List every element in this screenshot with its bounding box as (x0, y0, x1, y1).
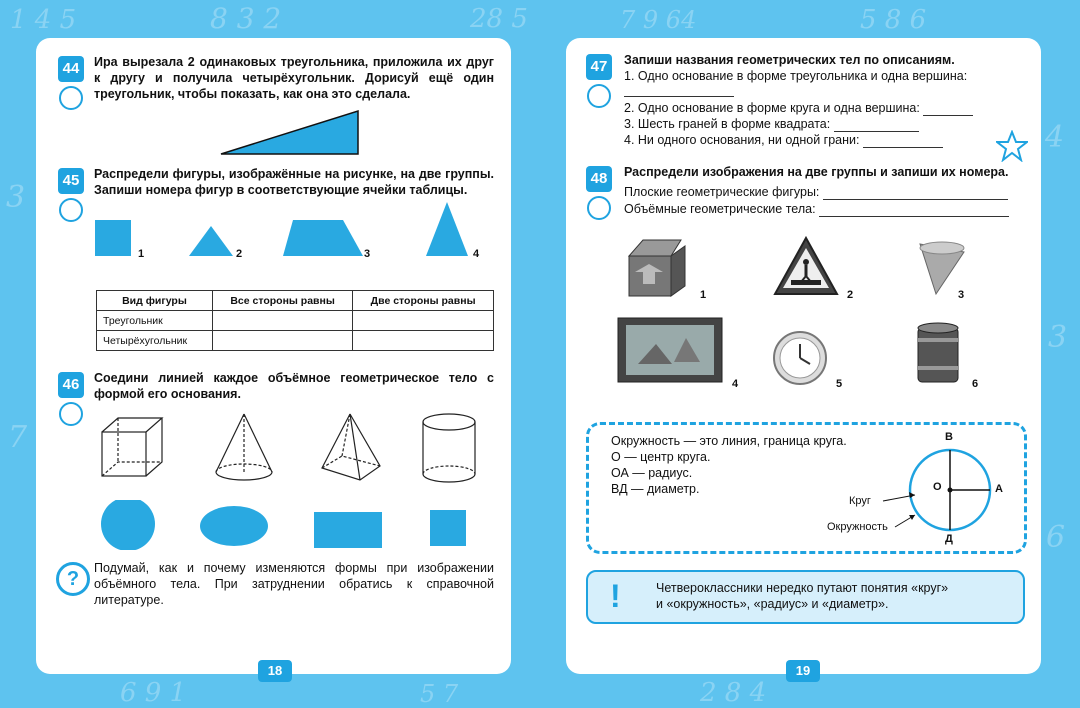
picture-keg (910, 320, 966, 388)
brain-icon (59, 198, 83, 222)
task-46-text: Соедини линией каждое объёмное геометрическое тело с формой его основания. (94, 371, 494, 401)
task-46-bases (94, 500, 494, 550)
task-47-item-4: 4. Ни одного основания, ни одной грани: (624, 132, 1024, 148)
picture-label-1: 1 (700, 289, 707, 301)
base-ellipse (200, 506, 268, 546)
task-46-solids (94, 410, 494, 490)
diagram-label-circle: Круг (849, 495, 871, 507)
note-line-1: Четвероклассники нередко путают понятия «круг» (656, 581, 949, 595)
answer-line[interactable] (863, 147, 943, 148)
pyramid-solid (322, 414, 380, 480)
star-icon (996, 130, 1028, 162)
answer-line[interactable] (823, 199, 1008, 200)
table-header: Вид фигуры (97, 291, 213, 311)
figure-triangle-small (189, 226, 233, 256)
picture-label-4: 4 (732, 378, 739, 390)
picture-label-2: 2 (847, 289, 854, 301)
picture-label-6: 6 (972, 378, 979, 390)
table-cell: Треугольник (97, 311, 213, 331)
definition-line-4: ВД — диаметр. (611, 482, 700, 496)
table-cell-input[interactable] (353, 311, 494, 331)
table-cell-input[interactable] (353, 331, 494, 351)
figure-label-3: 3 (364, 248, 371, 260)
brain-icon (587, 84, 611, 108)
table-header: Все стороны равны (212, 291, 352, 311)
definition-line-1: Окружность — это линия, граница круга. (611, 434, 847, 448)
right-page (566, 38, 1041, 678)
cone-solid (216, 414, 272, 480)
base-circle (101, 500, 155, 550)
figure-triangle-tall (426, 202, 468, 256)
brain-icon (59, 86, 83, 110)
task-48-number: 48 (586, 166, 612, 192)
background-decoration: 1 4 5 8 3 2 28 5 7 9 64 5 8 6 4 3 6 3 7 6 9 1 5 7 2 8 4 (6, 2, 1068, 708)
task-48-title: Распредели изображения на две группы и запиши их номера. (624, 165, 1009, 179)
diagram-label-top: В (945, 431, 953, 443)
note-line-2: и «окружность», «радиус» и «диаметр». (656, 597, 889, 611)
page-number-right: 19 (786, 660, 820, 682)
diagram-arrows (879, 489, 927, 533)
table-cell: Четырёхугольник (97, 331, 213, 351)
figure-label-1: 1 (138, 248, 145, 260)
picture-painting (616, 316, 726, 384)
answer-line[interactable] (624, 96, 734, 97)
task-48-line-2: Объёмные геометрические тела: (624, 201, 1024, 217)
diagram-label-bottom: Д (945, 533, 953, 545)
picture-box (621, 234, 691, 300)
note-box (586, 570, 1025, 624)
page-number-left: 18 (258, 660, 292, 682)
question-icon: ? (56, 562, 90, 596)
picture-road-sign (771, 234, 841, 300)
task-45-figures (91, 198, 491, 268)
figure-trapezoid (283, 220, 363, 256)
table-cell-input[interactable] (212, 331, 352, 351)
exclamation-icon: ! (610, 578, 621, 614)
diagram-label-center: О (933, 481, 942, 493)
cylinder-solid (423, 414, 475, 482)
task-44-number: 44 (58, 56, 84, 82)
task-45-table (96, 290, 494, 351)
picture-label-5: 5 (836, 378, 843, 390)
definition-box (586, 422, 1027, 554)
answer-line[interactable] (819, 216, 1009, 217)
task-44-triangle (216, 106, 366, 158)
figure-square (95, 220, 131, 256)
task-45-number: 45 (58, 168, 84, 194)
table-cell-input[interactable] (212, 311, 352, 331)
table-header: Две стороны равны (353, 291, 494, 311)
diagram-label-circumference: Окружность (827, 521, 888, 533)
picture-cone (906, 234, 976, 300)
diagram-label-right: А (995, 483, 1003, 495)
task-46-number: 46 (58, 372, 84, 398)
task-47-item-2: 2. Одно основание в форме круга и одна вершина: (624, 100, 1024, 116)
definition-line-2: О — центр круга. (611, 450, 711, 464)
task-45-text: Распредели фигуры, изображённые на рисунке, на две группы. Запиши номера фигур в соответствующие ячейки таблицы. (94, 167, 494, 197)
task-47-title: Запиши названия геометрических тел по описаниям. (624, 53, 955, 67)
picture-clock (768, 328, 834, 388)
brain-icon (59, 402, 83, 426)
picture-label-3: 3 (958, 289, 965, 301)
task-47-item-1: 1. Одно основание в форме треугольника и одна вершина: (624, 69, 968, 83)
hint-text: Подумай, как и почему изменяются формы при изображении объёмного тела. При затруднении обратись к справочной литературе. (94, 561, 494, 607)
brain-icon (587, 196, 611, 220)
cube-solid (102, 418, 162, 476)
task-47-number: 47 (586, 54, 612, 80)
task-48-line-1: Плоские геометрические фигуры: (624, 184, 1024, 200)
task-44-text: Ира вырезала 2 одинаковых треугольника, приложила их друг к другу и получила четырёхугольник. Дорисуй ещё один треугольник, чтобы показать, как она это сделала. (94, 55, 494, 101)
left-page (36, 38, 511, 678)
definition-line-3: ОА — радиус. (611, 466, 693, 480)
base-square (430, 510, 466, 546)
base-rectangle (314, 512, 382, 548)
task-47-item-3: 3. Шесть граней в форме квадрата: (624, 116, 1024, 132)
figure-label-2: 2 (236, 248, 243, 260)
figure-label-4: 4 (473, 248, 480, 260)
